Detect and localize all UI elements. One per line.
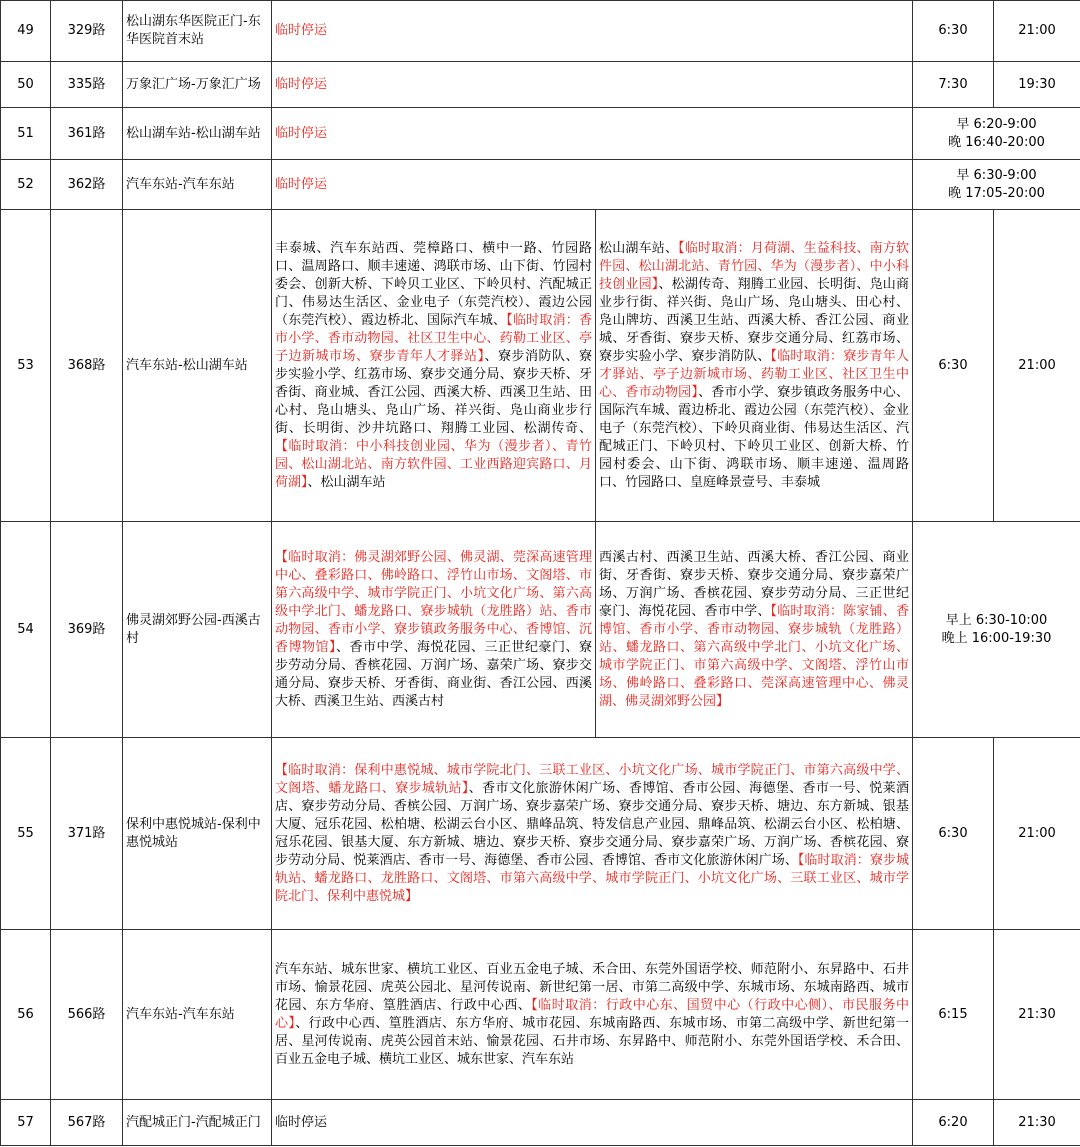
route-name: 329路 — [51, 1, 123, 62]
row-number: 55 — [1, 738, 51, 930]
route-name: 335路 — [51, 62, 123, 108]
route-terminals: 万象汇广场-万象汇广场 — [123, 62, 272, 108]
cancelled-stops: 【临时取消：香市小学、香市动物园、社区卫生中心、药勒工业区、亭子边新城市场、寮步青年人才驿站】 — [275, 312, 592, 364]
last-bus-time: 19:30 — [994, 62, 1080, 108]
last-bus-time: 21:00 — [994, 210, 1080, 522]
cancelled-stops: 【临时取消：寮步青年人才驿站、亭子边新城市场、药勒工业区、社区卫生中心、香市动物园】 — [599, 348, 910, 400]
service-status: 临时停运 — [272, 1, 913, 62]
table-row — [1, 1, 1080, 62]
table-row — [1, 930, 1080, 1100]
route-stops: 【临时取消：保利中惠悦城、城市学院北门、三联工业区、小坑文化广场、城市学院正门、市第六高级中学、文阁塔、蟠龙路口、寮步城轨站】、香市文化旅游休闲广场、香博馆、香市公园、海德堡、香市一号、悦莱酒店、寮步劳动分局、香槟公园、万润广场、寮步嘉荣广场、寮步交通分局、寮步天桥、塘边、东方新城、银基大厦、冠乐花园、松柏塘、松湖云台小区、鼎峰品筑、特发信息产业园、鼎峰品筑、松湖云台小区、松柏塘、冠乐花园、银基大厦、东方新城、塘边、寮步天桥、寮步交通分局、寮步嘉荣广场、万润广场、香槟花园、寮步劳动分局、悦莱酒店、香市一号、海德堡、香市公园、香博馆、香市文化旅游休闲广场、【临时取消：寮步城轨站、蟠龙路口、龙胜路口、文阁塔、市第六高级中学、城市学院正门、小坑文化广场、三联工业区、城市学院北门、保利中惠悦城】 — [272, 738, 913, 930]
route-terminals: 汽车东站-汽车东站 — [123, 160, 272, 210]
row-number: 51 — [1, 108, 51, 160]
last-bus-time: 21:00 — [994, 1, 1080, 62]
route-terminals: 汽配城正门-汽配城正门 — [123, 1100, 272, 1146]
route-terminals: 汽车东站-松山湖车站 — [123, 210, 272, 522]
row-number: 56 — [1, 930, 51, 1100]
route-name: 567路 — [51, 1100, 123, 1146]
inbound-stops: 西溪古村、西溪卫生站、西溪大桥、香江公园、商业街、牙香街、寮步天桥、寮步交通分局、寮步嘉荣广场、万润广场、香槟花园、寮步劳动分局、三正世纪豪门、海悦花园、香市中学、【临时取消：陈家铺、香博馆、香市小学、香市动物园、寮步城轨（龙胜路）站、蟠龙路口、第六高级中学北门、小坑文化广场、城市学院正门、市第六高级中学、文阁塔、浮竹山市场、佛岭路口、叠彩路口、莞深高速管理中心、佛灵湖、佛灵湖郊野公园】 — [596, 522, 913, 738]
route-terminals: 汽车东站-汽车东站 — [123, 930, 272, 1100]
evening-schedule: 晚 16:40-20:00 — [948, 134, 1045, 150]
morning-schedule: 早 6:20-9:00 — [956, 116, 1037, 132]
table-row — [1, 210, 1080, 522]
route-terminals: 佛灵湖郊野公园-西溪古村 — [123, 522, 272, 738]
service-status: 临时停运 — [272, 1100, 913, 1146]
service-status: 临时停运 — [272, 160, 913, 210]
cancelled-stops: 【临时取消：行政中心东、国贸中心（行政中心侧）、市民服务中心】 — [275, 997, 909, 1031]
morning-schedule: 早上 6:30-10:00 — [945, 612, 1048, 628]
morning-schedule: 早 6:30-9:00 — [956, 167, 1037, 183]
last-bus-time: 21:30 — [994, 930, 1080, 1100]
first-bus-time: 6:15 — [913, 930, 994, 1100]
evening-schedule: 晚上 16:00-19:30 — [941, 630, 1052, 646]
cancelled-stops: 【临时取消：保利中惠悦城、城市学院北门、三联工业区、小坑文化广场、城市学院正门、市第六高级中学、文阁塔、蟠龙路口、寮步城轨站】 — [275, 762, 910, 796]
route-stops: 汽车东站、城东世家、横坑工业区、百业五金电子城、禾合田、东莞外国语学校、师范附小、东昇路中、石井市场、愉景花园、虎英公园北、星河传说南、新世纪第一居、市第二高级中学、东城市场、东城南路西、城市花园、东方华府、篁胜酒店、行政中心西、【临时取消：行政中心东、国贸中心（行政中心侧）、市民服务中心】、行政中心西、篁胜酒店、东方华府、城市花园、东城南路西、东城市场、市第二高级中学、新世纪第一居、星河传说南、虎英公园首末站、愉景花园、石井市场、东昇路中、师范附小、东莞外国语学校、禾合田、百业五金电子城、横坑工业区、城东世家、汽车东站 — [272, 930, 913, 1100]
outbound-stops: 丰泰城、汽车东站西、莞樟路口、横中一路、竹园路口、温周路口、顺丰速递、鸿联市场、山下街、竹园村委会、创新大桥、下岭贝工业区、下岭贝村、汽配城正门、伟易达生活区、金业电子（东莞汽校）、霞边公园（东莞汽校）、霞边桥北、国际汽车城、【临时取消：香市小学、香市动物园、社区卫生中心、药勒工业区、亭子边新城市场、寮步青年人才驿站】、寮步消防队、寮步实验小学、红荔市场、寮步交通分局、寮步天桥、牙香街、商业城、香江公园、西溪大桥、西溪卫生站、田心村、凫山塘头、凫山广场、祥兴街、凫山商业步行街、长明街、沙井坑路口、翔腾工业园、松湖传奇、【临时取消：中小科技创业园、华为（漫步者）、青竹园、松山湖北站、南方软件园、工业西路迎宾路口、月荷湖】、松山湖车站 — [272, 210, 596, 522]
first-bus-time: 6:20 — [913, 1100, 994, 1146]
cancelled-stops: 【临时取消：寮步城轨站、蟠龙路口、龙胜路口、文阁塔、市第六高级中学、城市学院正门、小坑文化广场、三联工业区、城市学院北门、保利中惠悦城】 — [275, 852, 910, 904]
row-number: 49 — [1, 1, 51, 62]
first-bus-time: 6:30 — [913, 738, 994, 930]
service-schedule — [913, 108, 1080, 160]
first-bus-time: 6:30 — [913, 1, 994, 62]
cancelled-stops: 【临时取消：佛灵湖郊野公园、佛灵湖、莞深高速管理中心、叠彩路口、佛岭路口、浮竹山市场、文阁塔、市第六高级中学、城市学院正门、小坑文化广场、第六高级中学北门、蟠龙路口、寮步城轨（龙胜路）站、香市动物园、香市小学、寮步镇政务服务中心、香博馆、沉香博物馆】 — [275, 549, 592, 655]
table-row — [1, 160, 1080, 210]
evening-schedule: 晚 17:05-20:00 — [948, 185, 1045, 201]
cancelled-stops: 【临时取消：月荷湖、生益科技、南方软件园、松山湖北站、青竹园、华为（漫步者）、中小科技创业园】 — [599, 240, 910, 292]
inbound-stops: 松山湖车站、【临时取消：月荷湖、生益科技、南方软件园、松山湖北站、青竹园、华为（漫步者）、中小科技创业园】、松湖传奇、翔腾工业园、长明街、凫山商业步行街、祥兴街、凫山广场、凫山塘头、田心村、凫山牌坊、西溪卫生站、西溪大桥、香江公园、商业城、牙香街、寮步天桥、寮步交通分局、红荔市场、寮步实验小学、寮步消防队、【临时取消：寮步青年人才驿站、亭子边新城市场、药勒工业区、社区卫生中心、香市动物园】、香市小学、寮步镇政务服务中心、国际汽车城、霞边桥北、霞边公园（东莞汽校）、金业电子（东莞汽校）、下岭贝商业街、伟易达生活区、汽配城正门、下岭贝村、下岭贝工业区、创新大桥、竹园村委会、山下街、鸿联市场、顺丰速递、温周路口、竹园路口、皇庭峰景壹号、丰泰城 — [596, 210, 913, 522]
table-row — [1, 1100, 1080, 1146]
table-row — [1, 522, 1080, 738]
last-bus-time: 21:30 — [994, 1100, 1080, 1146]
route-terminals: 保利中惠悦城站-保利中惠悦城站 — [123, 738, 272, 930]
cancelled-stops: 【临时取消：中小科技创业园、华为（漫步者）、青竹园、松山湖北站、南方软件园、工业西路迎宾路口、月荷湖】 — [275, 438, 592, 490]
row-number: 50 — [1, 62, 51, 108]
table-row — [1, 108, 1080, 160]
first-bus-time: 7:30 — [913, 62, 994, 108]
service-schedule — [913, 160, 1080, 210]
route-name: 371路 — [51, 738, 123, 930]
row-number: 54 — [1, 522, 51, 738]
service-schedule — [913, 522, 1080, 738]
cancelled-stops: 【临时取消：陈家铺、香博馆、香市小学、香市动物园、寮步城轨（龙胜路）站、蟠龙路口、第六高级中学北门、小坑文化广场、城市学院正门、市第六高级中学、文阁塔、浮竹山市场、佛岭路口、叠彩路口、莞深高速管理中心、佛灵湖、佛灵湖郊野公园】 — [599, 603, 910, 709]
row-number: 53 — [1, 210, 51, 522]
table-row — [1, 738, 1080, 930]
route-name: 369路 — [51, 522, 123, 738]
last-bus-time: 21:00 — [994, 738, 1080, 930]
table-row — [1, 62, 1080, 108]
row-number: 57 — [1, 1100, 51, 1146]
service-status: 临时停运 — [272, 108, 913, 160]
outbound-stops: 【临时取消：佛灵湖郊野公园、佛灵湖、莞深高速管理中心、叠彩路口、佛岭路口、浮竹山市场、文阁塔、市第六高级中学、城市学院正门、小坑文化广场、第六高级中学北门、蟠龙路口、寮步城轨（龙胜路）站、香市动物园、香市小学、寮步镇政务服务中心、香博馆、沉香博物馆】、香市中学、海悦花园、三正世纪豪门、寮步劳动分局、香槟花园、万润广场、嘉荣广场、寮步交通分局、寮步天桥、牙香街、商业街、香江公园、西溪大桥、西溪卫生站、西溪古村 — [272, 522, 596, 738]
service-status: 临时停运 — [272, 62, 913, 108]
route-name: 362路 — [51, 160, 123, 210]
route-terminals: 松山湖东华医院正门-东华医院首末站 — [123, 1, 272, 62]
route-name: 566路 — [51, 930, 123, 1100]
route-name: 368路 — [51, 210, 123, 522]
row-number: 52 — [1, 160, 51, 210]
first-bus-time: 6:30 — [913, 210, 994, 522]
route-terminals: 松山湖车站-松山湖车站 — [123, 108, 272, 160]
route-name: 361路 — [51, 108, 123, 160]
